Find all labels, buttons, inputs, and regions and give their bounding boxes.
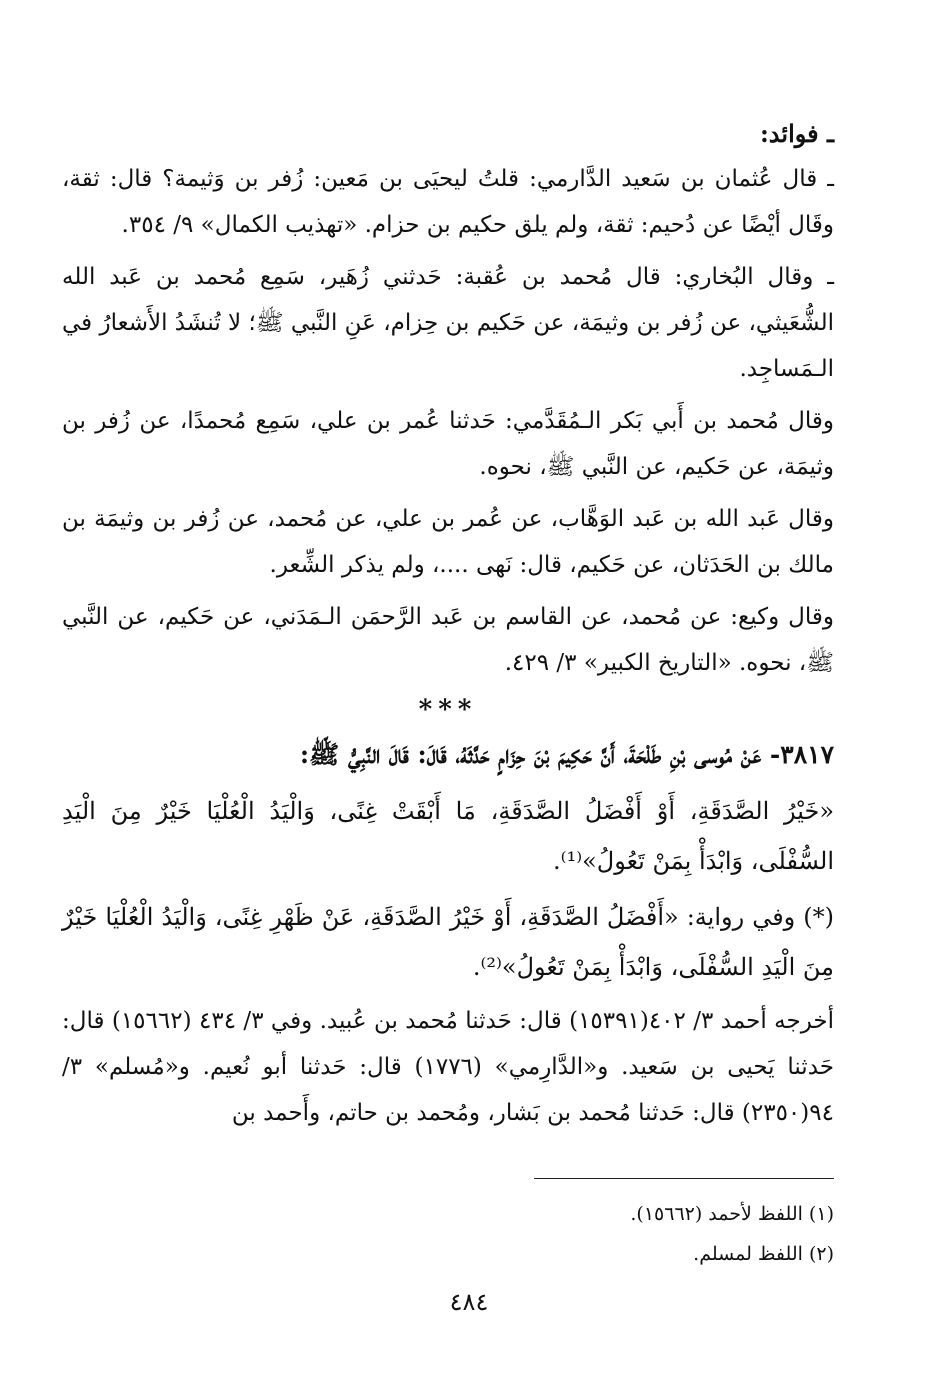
fawaid-heading: ـ فوائد: [759,119,834,148]
fawaid-paragraph-1: ـ قال عُثمان بن سَعيد الدَّارمي: قلتُ ليحيَى بن مَعين: زُفر بن وَثيمة؟ قال: ثقة، وقَال أيْضًا عن دُحيم: ثقة، ولم يلق حكيم بن حزام. «تهذيب الكمال» ٩/ ٣٥٤. [62,166,834,238]
footnote-1: (١) اللفظ لأحمد (١٥٦٦٢). [630,1203,834,1225]
main-text [62,112,834,1136]
hadith-riwaya: (*) وفي رواية: «أَفْضَلُ الصَّدَقَةِ، أَوْ خَيْرُ الصَّدَقَةِ، عَنْ ظَهْرِ غِنًى، وَالْيَدُ الْعُلْيَا خَيْرٌ مِنَ الْيَدِ السُّفْلَى، وَابْدَأْ بِمَنْ تَعُولُ»⁽²⁾. [62,903,834,981]
hadith-takhrij: أخرجه أحمد ٣/ ٤٠٢(١٥٣٩١) قال: حَدثنا مُحمد بن عُبيد. وفي ٣/ ٤٣٤ (١٥٦٦٢) قال: حَدثنا يَحيى بن سَعيد. و«الدَّارِمي» (١٧٧٦) قال: حَدثنا أبو نُعيم. و«مُسلم» ٣/ ٩٤(٢٣٥٠) قال: حَدثنا مُحمد بن بَشار، ومُحمد بن حاتم، وأَحمد بن [62,1008,834,1126]
hadith-intro: ٣٨١٧- عَنْ مُوسى بْنِ طَلْحَةَ، أَنَّ حَكِيمَ بْنَ حِزَامٍ حَدَّثَهُ، قَالَ: قَالَ النَّبِيُّ ﷺ: [299,740,834,769]
fawaid-paragraph-3: وقال مُحمد بن أَبي بَكر الـمُقَدَّمي: حَدثنا عُمر بن علي، سَمِع مُحمدًا، عن زُفر بن وثيمَة، عن حَكيم، عن النَّبي ﷺ، نحوه. [62,408,834,480]
section-separator: *** [418,695,478,725]
footnote-2: (٢) اللفظ لمسلم. [693,1243,834,1265]
footnotes [134,1194,834,1274]
fawaid-paragraph-4: وقال عَبد الله بن عَبد الوَهَّاب، عن عُمر بن علي، عن مُحمد، عن زُفر بن وثيمَة بن مالك بن الحَدَثان، عن حَكيم، قال: نَهى ....، ولم يذكر الشِّعر. [62,506,834,578]
fawaid-paragraph-2: ـ وقال البُخاري: قال مُحمد بن عُقبة: حَدثني زُهَير، سَمِع مُحمد بن عَبد الله الشُّعَيثي، عن زُفر بن وثيمَة، عن حَكيم بن حِزام، عَنِ النَّبي ﷺ؛ لا تُنشَدُ الأَشعارُ في الـمَساجِد. [62,264,834,382]
footnote-divider [534,1178,834,1179]
fawaid-paragraph-5: وقال وكيع: عن مُحمد، عن القاسم بن عَبد الرَّحمَن الـمَدَني، عن حَكيم، عن النَّبي ﷺ، نحوه. «التاريخ الكبير» ٣/ ٤٢٩. [62,604,834,676]
page-number: ٤٨٤ [449,1288,489,1316]
hadith-matn: «خَيْرُ الصَّدَقَةِ، أَوْ أَفْضَلُ الصَّدَقَةِ، مَا أَبْقَتْ غِنًى، وَالْيَدُ الْعُلْيَا خَيْرٌ مِنَ الْيَدِ السُّفْلَى، وَابْدَأْ بِمَنْ تَعُولُ»⁽¹⁾. [62,797,834,875]
